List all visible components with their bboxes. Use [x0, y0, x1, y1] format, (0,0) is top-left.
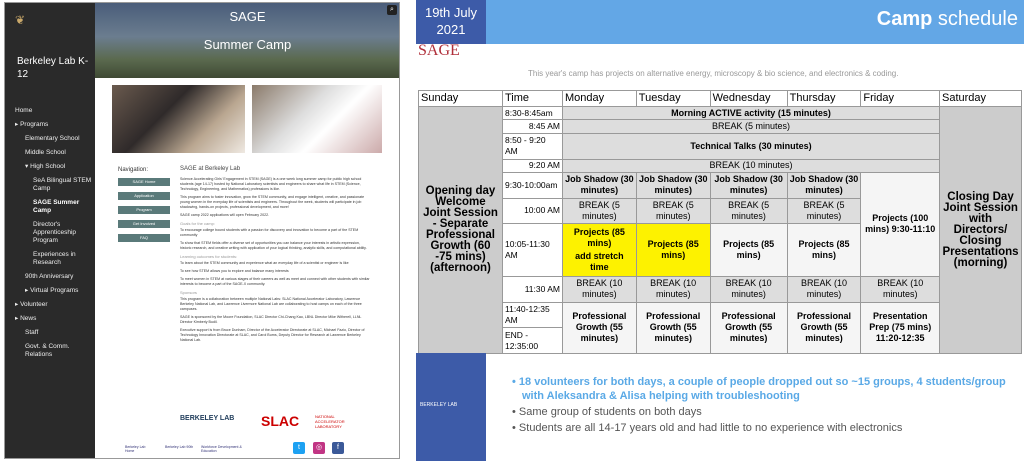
schedule-cell: BREAK (5 minutes) — [563, 198, 637, 224]
twitter-icon[interactable]: t — [293, 442, 305, 454]
time-cell: 8:50 - 9:20 AM — [503, 133, 563, 159]
goal-item: To show that STEM fields offer a diverse set of opportunities you can balance your interests in artistic expression, historic research, and creative writing with application of your logical thinking, analytic skills, and computational ability. — [180, 241, 367, 250]
table-row — [419, 120, 1022, 133]
table-row — [419, 159, 1022, 172]
table-row — [419, 172, 1022, 198]
title-rest: schedule — [932, 8, 1018, 30]
sidebar-item-experiences[interactable]: Experiences in Research — [33, 251, 76, 266]
friday-break-cell: BREAK (10 minutes) — [861, 276, 940, 302]
nav-button-involved[interactable]: Get Involved — [118, 220, 170, 228]
bullet-item: • Same group of students on both days — [512, 406, 702, 418]
slide-title — [877, 8, 1018, 31]
footer-link-workforce[interactable]: Workforce Development & Education — [201, 445, 242, 453]
footer-link-home[interactable]: Berkeley Lab Home — [125, 445, 146, 453]
highlight-cell: Projects (85 mins) — [636, 224, 710, 277]
sidebar-item-govt[interactable]: Govt. & Comm. Relations — [25, 343, 70, 358]
intro-text: This year's camp has projects on alternative energy, microscopy & bio science, and electronics & coding. — [528, 69, 899, 78]
content-title: SAGE at Berkeley Lab — [180, 166, 241, 172]
berkeley-lab-panel — [416, 353, 486, 461]
sponsors-title: Sponsors — [180, 290, 197, 295]
schedule-cell: BREAK (10 minutes) — [636, 276, 710, 302]
instagram-icon[interactable]: ◎ — [313, 442, 325, 454]
sidebar-label: High School — [30, 163, 66, 170]
outcomes-title: Learning outcomes for students: — [180, 254, 238, 259]
friday-projects-cell: Projects (100 mins) 9:30-11:10 — [861, 172, 940, 276]
nav-button-home[interactable]: SAGE Home — [118, 178, 170, 186]
schedule-cell: BREAK (5 minutes) — [787, 198, 861, 224]
schedule-cell: BREAK (10 minutes) — [787, 276, 861, 302]
goals-title: Goals for the camp: — [180, 221, 215, 226]
nav-button-application[interactable]: Application — [118, 192, 170, 200]
highlight-cell — [563, 224, 637, 277]
facebook-icon[interactable]: f — [332, 442, 344, 454]
schedule-cell: BREAK (10 minutes) — [563, 276, 637, 302]
schedule-cell: BREAK (10 minutes) — [710, 276, 787, 302]
schedule-cell: Professional Growth (55 minutes) — [636, 302, 710, 353]
header-row — [419, 91, 1022, 107]
sidebar-item-programs[interactable]: ▸ Programs — [15, 121, 49, 128]
col-header: Monday — [563, 91, 637, 107]
outcome-item: To meet women in STEM at various stages of their careers as well as meet and connect with other students with similar interests to become a part of the SAGE-X community. — [180, 277, 370, 286]
title-bar — [486, 0, 1024, 44]
time-cell: 8:45 AM — [503, 120, 563, 133]
schedule-cell: BREAK (5 minutes) — [710, 198, 787, 224]
schedule-cell: BREAK (5 minutes) — [636, 198, 710, 224]
table-row — [419, 302, 1022, 328]
nav-button-program[interactable]: Program — [118, 206, 170, 214]
nav-title: Navigation: — [118, 167, 149, 173]
sidebar-label: News — [20, 315, 37, 322]
sidebar-item-middle[interactable]: Middle School — [25, 149, 66, 156]
time-cell: 11:30 AM — [503, 276, 563, 302]
footer-link-90th[interactable]: Berkeley Lab 90th — [165, 445, 194, 449]
sage-logo: SAGE — [418, 42, 460, 59]
bullet-text: Students are all 14-17 years old and had little to no experience with electronics — [518, 422, 903, 434]
col-header: Time — [503, 91, 563, 107]
col-header: Sunday — [419, 91, 503, 107]
table-row — [419, 276, 1022, 302]
schedule-table — [418, 90, 1022, 354]
header-title: SAGE — [229, 9, 266, 24]
bullet-text: Same group of students on both days — [518, 406, 702, 418]
schedule-cell: Morning ACTIVE activity (15 minutes) — [563, 107, 940, 120]
schedule-cell: Projects (85 mins) — [787, 224, 861, 277]
slac-subtitle: NATIONAL ACCELERATOR LABORATORY — [315, 414, 345, 429]
navigation-box — [118, 167, 170, 248]
sidebar-item-home[interactable]: Home — [15, 107, 33, 114]
sidebar-label: Virtual Programs — [30, 287, 79, 294]
col-header: Thursday — [787, 91, 861, 107]
bullet-item: • 18 volunteers for both days, a couple of people dropped out so ~15 groups, 4 students/group with Aleksandra & Alisa helping with troubleshooting — [512, 376, 1006, 402]
goal-item: To encourage college bound students with a passion for discovery and innovation to become a part of the STEM community — [180, 228, 359, 237]
sidebar — [5, 3, 95, 458]
sponsor-text: SAGE is sponsored by the Moore Foundation, SLAC Director Chi-Chang Kao, LBNL Director Mike Witherell, LLNL Director Kimberly Budil. — [180, 315, 362, 324]
site-title[interactable]: Berkeley Lab K-12 — [17, 56, 89, 80]
schedule-cell: BREAK (5 minutes) — [563, 120, 940, 133]
lab-logo-icon: ❦ — [15, 13, 26, 27]
website-panel — [4, 2, 400, 459]
col-header: Friday — [861, 91, 940, 107]
schedule-cell: BREAK (10 minutes) — [563, 159, 940, 172]
time-cell: 10:05-11:30 AM — [503, 224, 563, 277]
berkeley-lab-logo: BERKELEY LAB — [180, 415, 235, 422]
header-subtitle: Summer Camp — [203, 37, 292, 52]
outcome-item: To see how STEM allows you to explore and balance many interests — [180, 269, 289, 273]
col-header: Saturday — [940, 91, 1022, 107]
title-bold: Camp — [876, 8, 933, 30]
schedule-cell: Job Shadow (30 minutes) — [710, 172, 787, 198]
schedule-cell: Professional Growth (55 minutes) — [787, 302, 861, 353]
time-cell: 8:30-8:45am — [503, 107, 563, 120]
paragraph: SAGE camp 2022 applications will open February 2022. — [180, 213, 270, 217]
sidebar-item-staff[interactable]: Staff — [25, 329, 39, 336]
schedule-cell: Professional Growth (55 minutes) — [710, 302, 787, 353]
slide-panel — [416, 0, 1024, 461]
sidebar-menu — [5, 104, 95, 362]
lab-photo — [252, 85, 382, 153]
main-content — [180, 167, 372, 346]
sidebar-label: Volunteer — [20, 301, 48, 308]
table-row — [419, 107, 1022, 120]
time-cell: 10:00 AM — [503, 198, 563, 224]
schedule-cell: Job Shadow (30 minutes) — [787, 172, 861, 198]
time-cell: 9:20 AM — [503, 159, 563, 172]
schedule-cell: Job Shadow (30 minutes) — [636, 172, 710, 198]
sidebar-item-sea[interactable]: SeA Bilingual STEM Camp — [33, 177, 92, 192]
sponsor-text: Executive support is from Bruce Dunham, Director of the Accelerator Directorate at SLAC, Michael Fazio, Director of Technology Innovation Directorate at SLAC, and Carol Burns, Deputy Director for Research at Lawrence Berkeley National Lab. — [180, 328, 365, 342]
schedule-cell: Job Shadow (30 minutes) — [563, 172, 637, 198]
time-cell: 9:30-10:00am — [503, 172, 563, 198]
slide-date: 19th July 2021 — [416, 0, 486, 44]
outcome-item: To learn about the STEM community and experience what an everyday life of a scientist or engineer is like — [180, 261, 349, 265]
time-cell: END - 12:35:00 — [503, 328, 563, 354]
paragraph: Science Accelerating Girls' Engagement in STEM (SAGE) is a one week long summer camp for public high school students (age 14-17) hosted by National Laboratory scientists and engineers to share what life in STEM (Science, Technology, Engineering, and Mathematics) professions is like. — [180, 177, 362, 191]
sidebar-item-news[interactable]: ▸ News — [15, 315, 37, 322]
sponsor-text: This program is a collaboration between multiple National Labs: SLAC National Accelerator Laboratory, Lawrence Berkeley National Lab, and Lawrence Livermore National Lab are collaborating to host camps on each of the three campuses. — [180, 297, 362, 311]
bullet-list — [512, 375, 1018, 437]
students-photo — [112, 85, 245, 153]
sidebar-item-high[interactable]: ▾ High School — [25, 163, 66, 170]
time-cell: 11:40-12:35 AM — [503, 302, 563, 328]
bullet-text: 18 volunteers for both days, a couple of people dropped out so ~15 groups, 4 students/group with Aleksandra & Alisa helping with troubleshooting — [518, 376, 1006, 402]
sidebar-item-virtual[interactable]: ▸ Virtual Programs — [25, 287, 79, 294]
stretch-text: add stretch time — [575, 251, 624, 273]
schedule-cell: Technical Talks (30 minutes) — [563, 133, 940, 159]
sidebar-item-90th[interactable]: 90th Anniversary — [25, 273, 74, 280]
projects-text: Projects (85 mins) — [573, 227, 625, 249]
sidebar-item-volunteer[interactable]: ▸ Volunteer — [15, 301, 48, 308]
sidebar-label: Programs — [20, 121, 49, 128]
slac-logo: SLAC — [261, 413, 300, 429]
saturday-cell: Closing Day Joint Session with Directors/ Closing Presentations (morning) — [940, 107, 1022, 354]
friday-presentation-cell: Presentation Prep (75 mins) 11:20-12:35 — [861, 302, 940, 353]
header-banner — [95, 3, 400, 78]
schedule-cell: Professional Growth (55 minutes) — [563, 302, 637, 353]
schedule-cell: Projects (85 mins) — [710, 224, 787, 277]
nav-button-faq[interactable]: FAQ — [118, 234, 170, 242]
sidebar-item-sage[interactable]: SAGE Summer Camp — [33, 199, 80, 214]
sidebar-item-elementary[interactable]: Elementary School — [25, 135, 80, 142]
sidebar-item-directors[interactable]: Director's Apprenticeship Program — [33, 221, 76, 244]
col-header: Tuesday — [636, 91, 710, 107]
col-header: Wednesday — [710, 91, 787, 107]
search-icon[interactable]: ⌕ — [387, 5, 397, 15]
table-row — [419, 133, 1022, 159]
bullet-item: • Students are all 14-17 years old and had little to no experience with electronics — [512, 422, 903, 434]
paragraph: This program aims to foster innovation, grow the STEM community, and engage intelligent, creative, and passionate young women in the everyday life of scientists and engineers. Throughout the week, students will participate in job shadowing, hands-on projects, professional development, and more! — [180, 195, 365, 209]
sunday-cell: Opening day Welcome Joint Session - Separate Professional Growth (60 -75 mins) (afternoon) — [419, 107, 503, 354]
berkeley-lab-logo: BERKELEY LAB — [420, 402, 458, 408]
